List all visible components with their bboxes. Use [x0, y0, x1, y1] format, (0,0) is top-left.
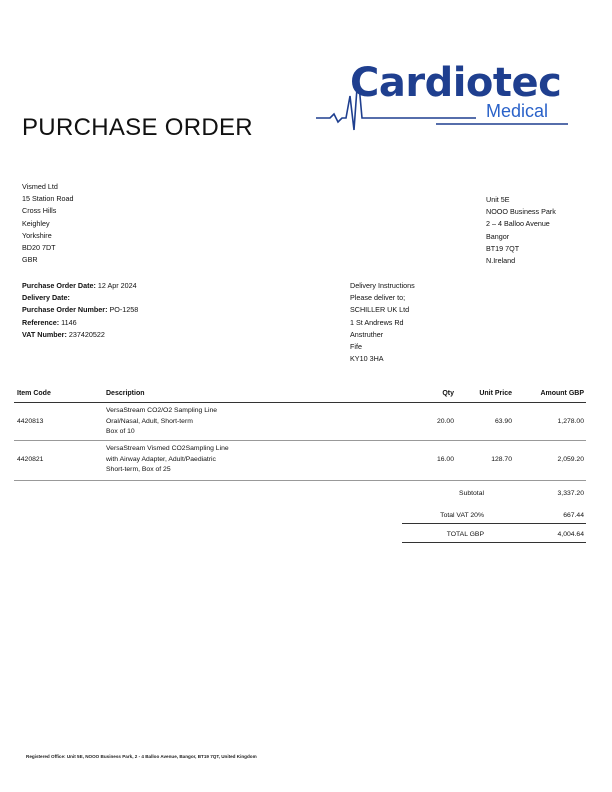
description-line: with Airway Adapter, Adult/Paediatric — [106, 455, 216, 463]
po-number-label: Purchase Order Number: — [22, 305, 108, 315]
description-line: Short-term, Box of 25 — [106, 466, 171, 473]
delivery-line: KY10 3HA — [350, 354, 384, 364]
col-header-desc: Description — [106, 390, 145, 397]
description-line: VersaStream CO2/O2 Sampling Line — [106, 407, 218, 414]
table-row — [0, 406, 612, 440]
reference-row — [22, 317, 138, 329]
item-qty: 20.00 — [436, 418, 454, 425]
total-label: TOTAL GBP — [446, 531, 484, 538]
col-header-qty: Qty — [442, 390, 454, 397]
item-description — [106, 406, 217, 438]
address-line: 2 – 4 Balloo Avenue — [486, 219, 550, 229]
item-code: 4420813 — [17, 418, 44, 425]
table-row — [0, 444, 612, 478]
delivery-line: Fife — [350, 342, 362, 352]
order-details — [22, 280, 138, 341]
subtotal-value: 3,337.20 — [557, 490, 584, 497]
delivery-line: Please deliver to; — [350, 293, 406, 303]
company-logo — [316, 56, 568, 132]
reference-label: Reference: — [22, 317, 60, 327]
reference-value: 1146 — [61, 317, 77, 327]
item-unit-price: 63.90 — [494, 418, 512, 425]
item-code: 4420821 — [17, 456, 44, 463]
vat-number-row — [22, 329, 138, 341]
description-line: Oral/Nasal, Adult, Short-term — [106, 417, 193, 425]
vat-value: 667.44 — [563, 512, 584, 519]
delivery-line: Anstruther — [350, 329, 384, 339]
vat-label: Total VAT 20% — [440, 512, 484, 519]
description-line: VersaStream Vismed CO2Sampling Line — [106, 445, 229, 452]
supplier-address — [22, 181, 74, 266]
address-line: Bangor — [486, 231, 510, 241]
order-date-row — [22, 280, 138, 292]
page-title: PURCHASE ORDER — [22, 114, 253, 141]
logo-wordmark: Cardiotec — [350, 60, 562, 106]
col-header-code: Item Code — [17, 390, 51, 397]
delivery-line: 1 St Andrews Rd — [350, 317, 404, 327]
description-line: Box of 10 — [106, 428, 135, 435]
order-date-label: Purchase Order Date: — [22, 281, 96, 290]
item-description — [106, 444, 229, 476]
po-number-value: PO-1258 — [109, 305, 139, 315]
address-line: NOOO Business Park — [486, 207, 556, 217]
row-divider — [14, 440, 586, 441]
address-line: Yorkshire — [22, 230, 52, 240]
address-line: BD20 7DT — [22, 243, 56, 253]
po-number-row — [22, 304, 138, 316]
table-bottom-rule — [14, 480, 586, 481]
subtotal-label: Subtotal — [459, 490, 484, 497]
logo-subtitle: Medical — [486, 101, 549, 121]
address-line: BT19 7QT — [486, 243, 520, 253]
item-unit-price: 128.70 — [491, 456, 512, 463]
address-line: Cross Hills — [22, 206, 57, 216]
item-qty: 16.00 — [436, 456, 454, 463]
vat-number-value: 237420522 — [68, 329, 105, 339]
order-date-value: 12 Apr 2024 — [97, 281, 137, 290]
col-header-amount: Amount GBP — [540, 390, 584, 397]
total-rule-bottom — [402, 542, 586, 543]
address-line: N.Ireland — [486, 256, 516, 266]
item-amount: 1,278.00 — [557, 418, 584, 425]
address-line: Unit 5E — [486, 195, 510, 204]
total-rule-top — [402, 523, 586, 524]
registered-office-footer: Registered Office: Unit 5E, NOOO Business Park, 2 - 4 Balloo Avenue, Bangor, BT19 7QT, United Kingdom — [26, 754, 257, 759]
vat-number-label: VAT Number: — [22, 329, 67, 339]
col-header-price: Unit Price — [479, 390, 512, 397]
delivery-date-row — [22, 292, 138, 304]
address-line: Keighley — [22, 218, 50, 228]
delivery-instructions — [350, 280, 415, 365]
delivery-date-label: Delivery Date: — [22, 293, 70, 303]
company-address — [486, 194, 556, 267]
delivery-line: SCHILLER UK Ltd — [350, 305, 410, 315]
table-header-rule — [14, 402, 586, 403]
address-line: 15 Station Road — [22, 194, 74, 204]
total-value: 4,004.64 — [557, 531, 584, 538]
address-line: GBR — [22, 255, 38, 265]
item-amount: 2,059.20 — [557, 456, 584, 463]
address-line: Vismed Ltd — [22, 182, 58, 191]
delivery-line: Delivery Instructions — [350, 281, 415, 290]
